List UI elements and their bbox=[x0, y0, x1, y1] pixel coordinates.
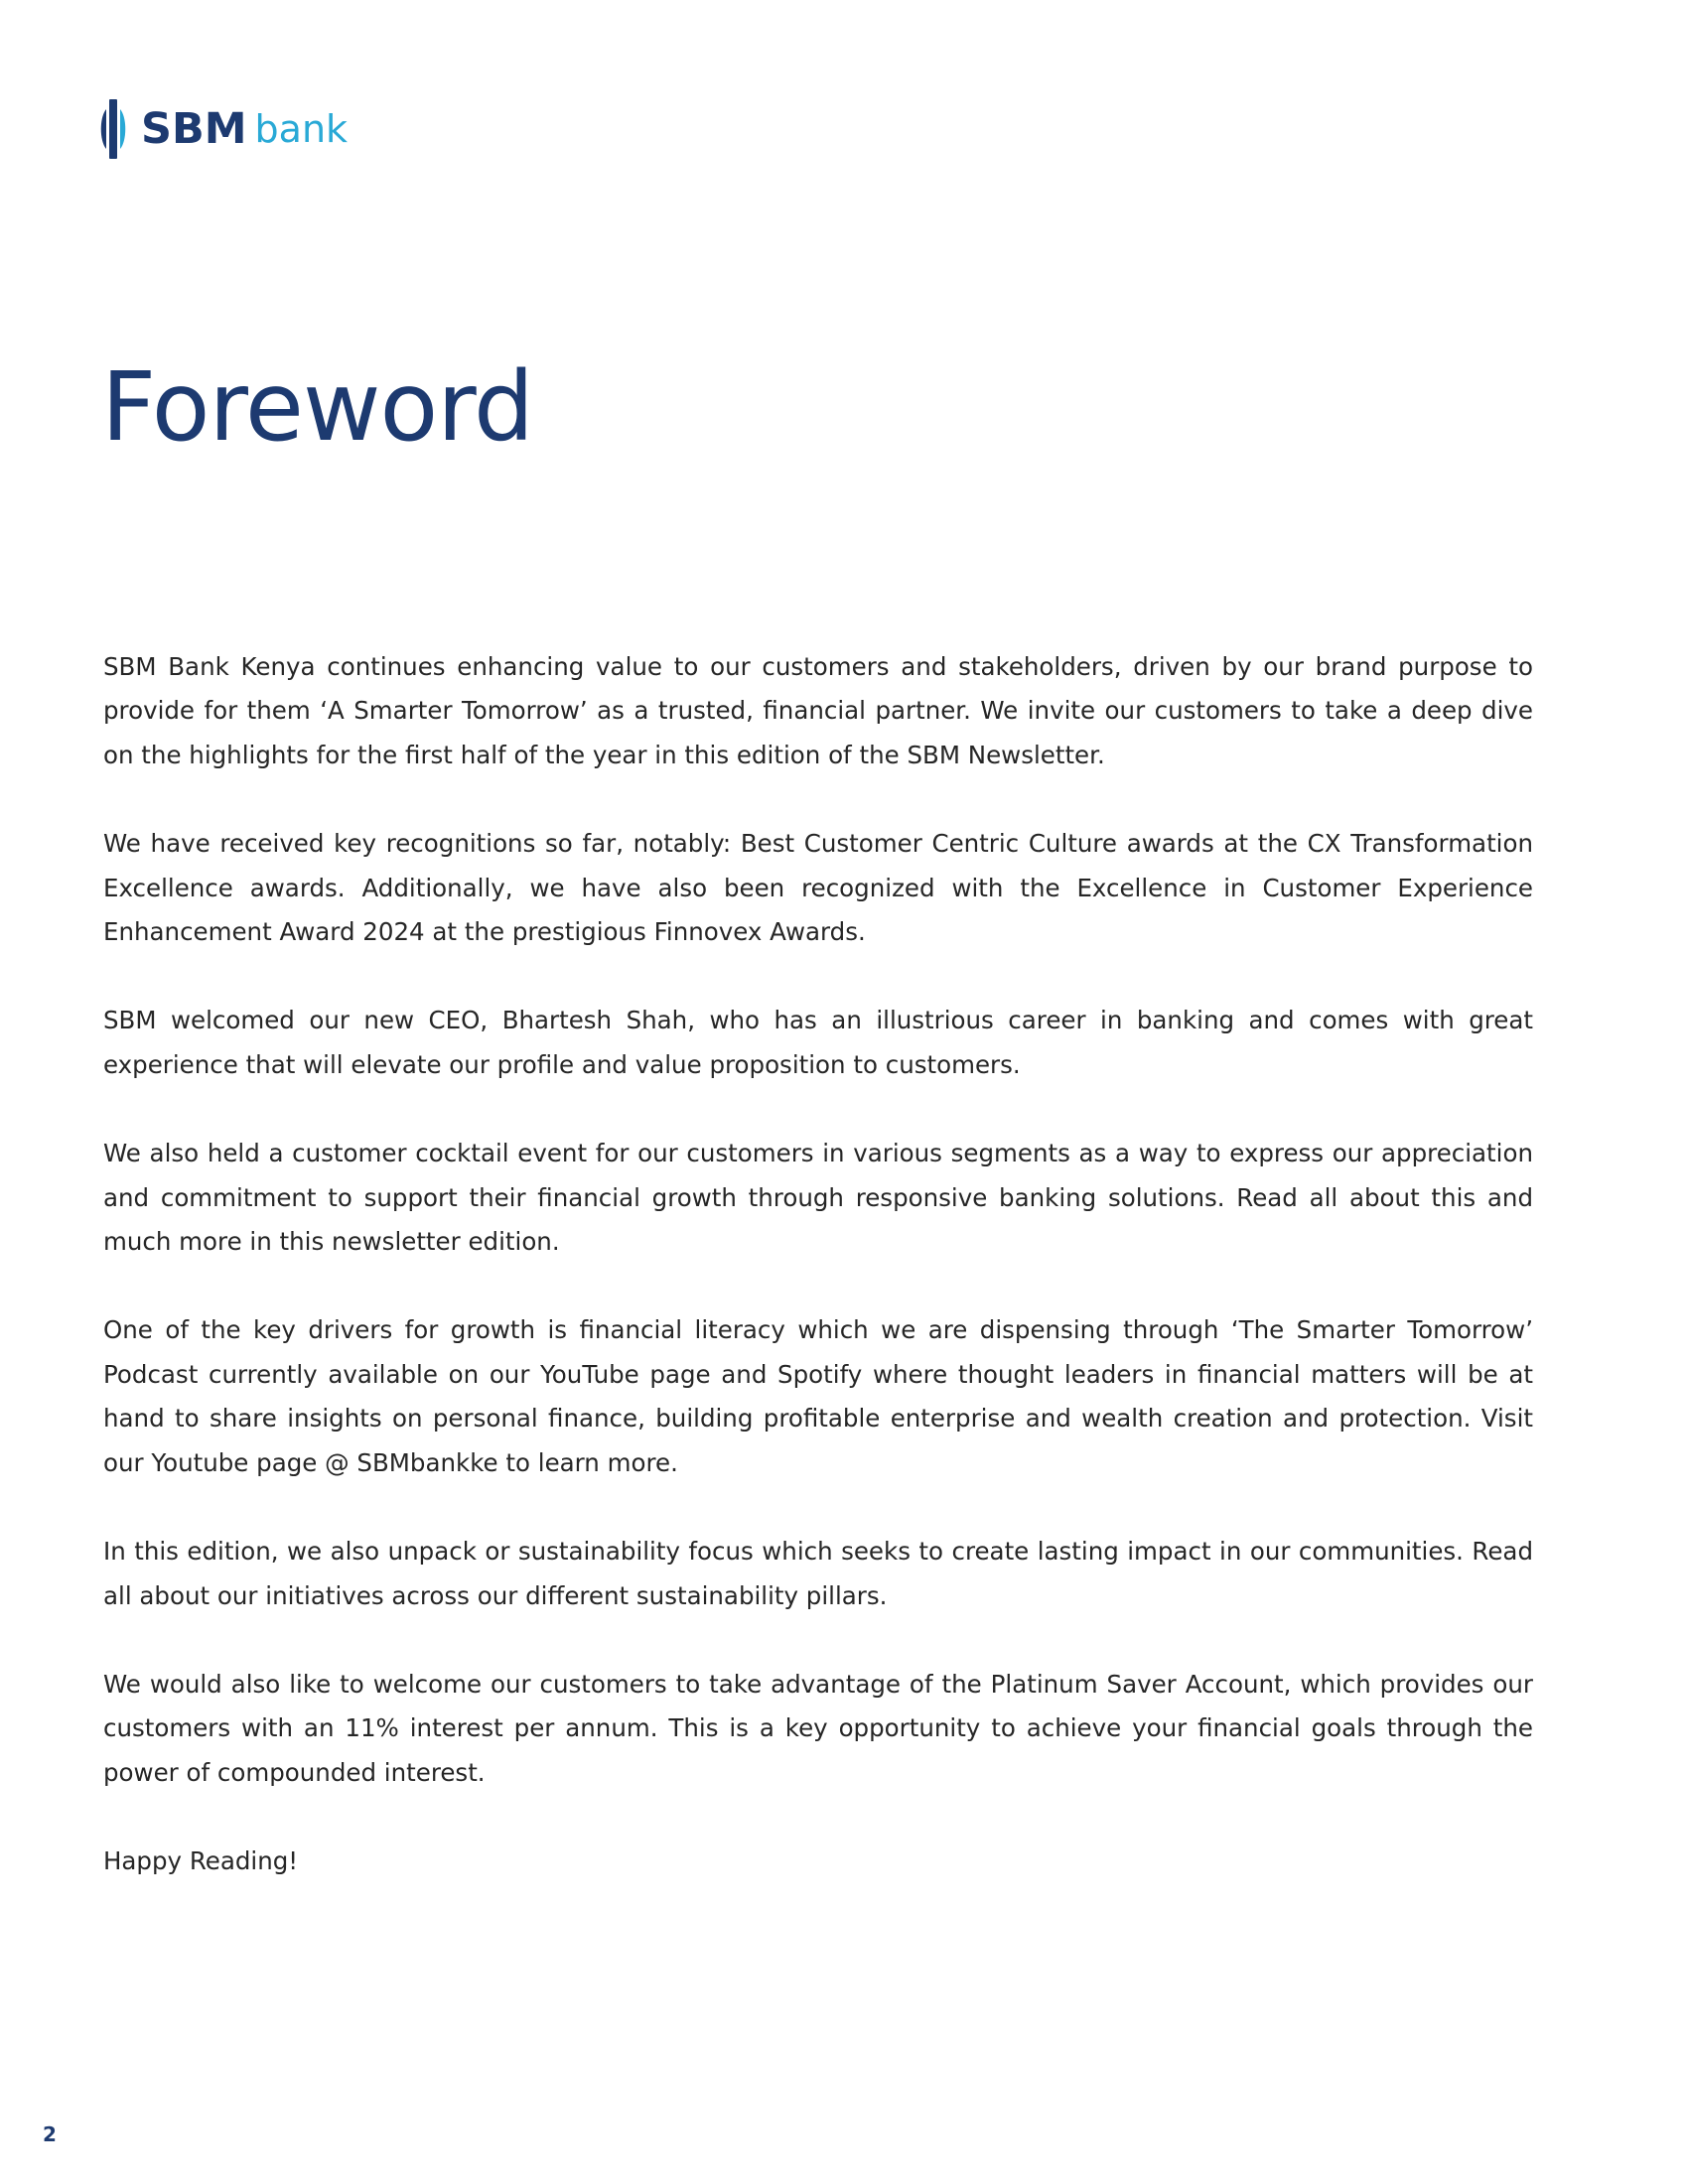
logo-suffix-text: bank bbox=[254, 107, 349, 151]
foreword-body bbox=[103, 645, 1533, 1884]
sign-off: Happy Reading! bbox=[103, 1846, 299, 1876]
logo-brand-text: SBM bbox=[141, 104, 247, 154]
paragraph-new-ceo: SBM welcomed our new CEO, Bhartesh Shah, who has an illustrious career in banking and comes with great experience that will elevate our profile and value proposition to customers. bbox=[103, 1006, 1533, 1079]
paragraph-cocktail-event: We also held a customer cocktail event for our customers in various segments as a way to express our appreciation and commitment to support their financial growth through responsive banking solutions. Read all about this and much more in this newsletter edition. bbox=[103, 1139, 1533, 1257]
paragraph-platinum-saver: We would also like to welcome our customers to take advantage of the Platinum Saver Account, which provides our customers with an 11% interest per annum. This is a key opportunity to achieve your financial goals through the power of compounded interest. bbox=[103, 1669, 1533, 1787]
sbm-logo-mark-icon bbox=[97, 97, 131, 161]
sbm-bank-logo bbox=[97, 97, 348, 161]
page-title: Foreword bbox=[101, 351, 533, 463]
page-number: 2 bbox=[43, 2122, 57, 2146]
paragraph-sustainability: In this edition, we also unpack or sustainability focus which seeks to create lasting impact in our communities. Read all about our initiatives across our different sustainability pillars. bbox=[103, 1537, 1533, 1610]
paragraph-intro: SBM Bank Kenya continues enhancing value to our customers and stakeholders, driven by our brand purpose to provide for them ‘A Smarter Tomorrow’ as a trusted, financial partner. We invite our customers to take a deep dive on the highlights for the first half of the year in this edition of the SBM Newsletter. bbox=[103, 652, 1533, 769]
paragraph-financial-literacy: One of the key drivers for growth is financial literacy which we are dispensing through ‘The Smarter Tomorrow’ Podcast currently available on our YouTube page and Spotify where thought leaders in financial matters will be at hand to share insights on personal finance, building profitable enterprise and wealth creation and protection. Visit our Youtube page @ SBMbankke to learn more. bbox=[103, 1315, 1533, 1477]
paragraph-recognitions: We have received key recognitions so far, notably: Best Customer Centric Culture awards at the CX Transformation Excellence awards. Additionally, we have also been recognized with the Excellence in Customer Experience Enhancement Award 2024 at the prestigious Finnovex Awards. bbox=[103, 829, 1533, 947]
